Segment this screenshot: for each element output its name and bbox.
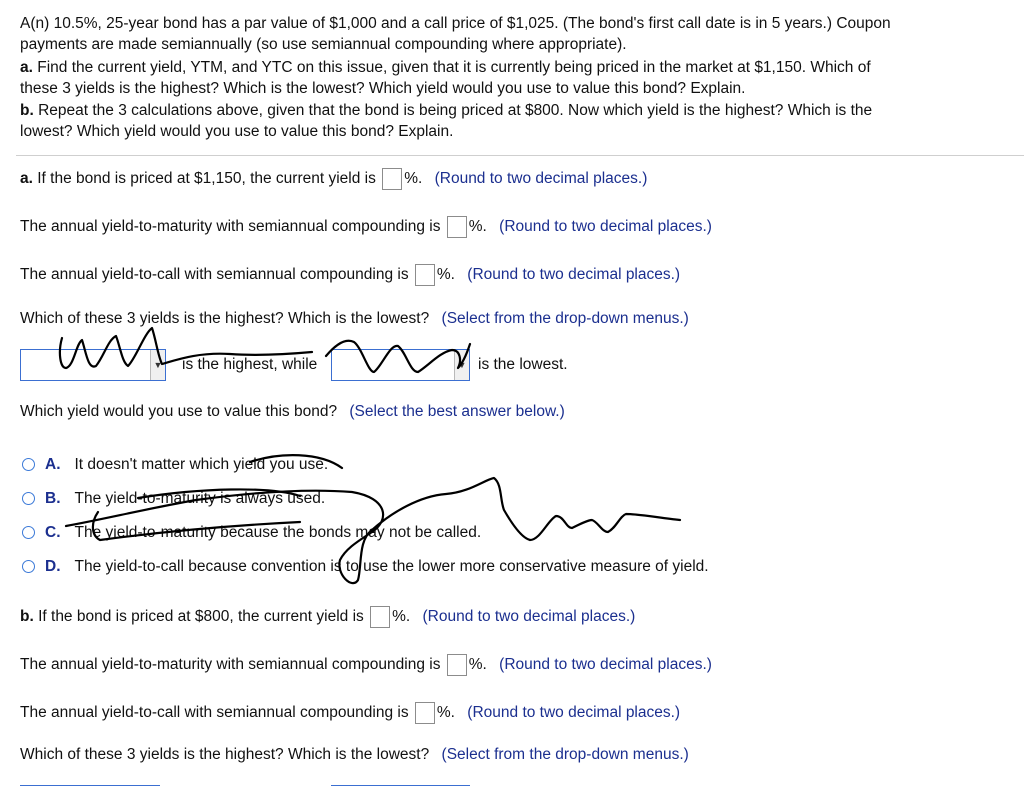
problem-line-1: A(n) 10.5%, 25-year bond has a par value of $1,000 and a call price of $1,025. (The bond's first call date is in 5 years.) Coupon bbox=[20, 15, 891, 32]
round-hint: (Round to two decimal places.) bbox=[434, 170, 648, 188]
a-which-row: Which of these 3 yields is the highest? Which is the lowest? (Select from the drop-down menus.) bbox=[20, 310, 689, 327]
a-highest-dropdown[interactable] bbox=[20, 349, 166, 381]
chevron-down-icon: ▼ bbox=[150, 350, 165, 380]
a-ytc-row: The annual yield-to-call with semiannual compounding is %. (Round to two decimal places.) bbox=[20, 264, 680, 286]
b-highest-dropdown[interactable] bbox=[20, 785, 160, 789]
radio-button[interactable] bbox=[22, 458, 35, 471]
b-ytc-row: The annual yield-to-call with semiannual compounding is %. (Round to two decimal places.) bbox=[20, 702, 680, 724]
round-hint: (Round to two decimal places.) bbox=[499, 218, 712, 236]
a-ytm-row: The annual yield-to-maturity with semiannual compounding is %. (Round to two decimal places.) bbox=[20, 216, 712, 238]
best-answer-hint: (Select the best answer below.) bbox=[349, 403, 565, 420]
problem-a-line-2: these 3 yields is the highest? Which is the lowest? Which yield would you use to value this bond? Explain. bbox=[20, 80, 746, 97]
round-hint: (Round to two decimal places.) bbox=[422, 608, 636, 626]
round-hint: (Round to two decimal places.) bbox=[467, 266, 681, 284]
b-ytc-input[interactable] bbox=[415, 702, 435, 724]
b-ytm-input[interactable] bbox=[447, 654, 467, 676]
round-hint: (Round to two decimal places.) bbox=[499, 656, 712, 674]
select-hint: (Select from the drop-down menus.) bbox=[441, 310, 689, 327]
a-ytm-input[interactable] bbox=[447, 216, 467, 238]
option-a[interactable]: A. It doesn't matter which yield you use. bbox=[22, 456, 328, 474]
lowest-label: is the lowest. bbox=[478, 356, 568, 373]
b-current-yield-row: b. If the bond is priced at $800, the current yield is %. (Round to two decimal places.) bbox=[20, 606, 635, 628]
a-current-yield-input[interactable] bbox=[382, 168, 402, 190]
b-lowest-dropdown[interactable] bbox=[331, 785, 470, 789]
problem-b-line-1: b. Repeat the 3 calculations above, given that the bond is being priced at $800. Now which yield is the highest? Which is the bbox=[20, 102, 873, 119]
radio-button[interactable] bbox=[22, 526, 35, 539]
a-lowest-dropdown[interactable] bbox=[331, 349, 470, 381]
option-c[interactable]: C. The yield-to-maturity because the bonds may not be called. bbox=[22, 524, 481, 542]
problem-line-2: payments are made semiannually (so use semiannual compounding where appropriate). bbox=[20, 36, 627, 53]
round-hint: (Round to two decimal places.) bbox=[467, 704, 681, 722]
divider bbox=[16, 155, 1024, 156]
highest-while-label: is the highest, while bbox=[182, 356, 318, 373]
a-ytc-input[interactable] bbox=[415, 264, 435, 286]
a-current-yield-row: a. If the bond is priced at $1,150, the current yield is %. (Round to two decimal places.) bbox=[20, 168, 647, 190]
problem-a-line-1: a. Find the current yield, YTM, and YTC on this issue, given that it is currently being priced in the market at $1,150. Which of bbox=[20, 59, 871, 76]
part-a-label: a. bbox=[20, 170, 33, 188]
option-d[interactable]: D. The yield-to-call because convention is to use the lower more conservative measure of yield. bbox=[22, 558, 709, 576]
b-ytm-row: The annual yield-to-maturity with semiannual compounding is %. (Round to two decimal places.) bbox=[20, 654, 712, 676]
select-hint: (Select from the drop-down menus.) bbox=[441, 746, 689, 763]
problem-b-line-2: lowest? Which yield would you use to value this bond? Explain. bbox=[20, 123, 454, 140]
radio-button[interactable] bbox=[22, 492, 35, 505]
b-which-row: Which of these 3 yields is the highest? Which is the lowest? (Select from the drop-down menus.) bbox=[20, 746, 689, 763]
radio-button[interactable] bbox=[22, 560, 35, 573]
chevron-down-icon: ▼ bbox=[454, 350, 469, 380]
option-b[interactable]: B. The yield-to-maturity is always used. bbox=[22, 490, 325, 508]
a-value-question-row: Which yield would you use to value this bond? (Select the best answer below.) bbox=[20, 403, 565, 420]
part-b-label: b. bbox=[20, 608, 34, 626]
b-current-yield-input[interactable] bbox=[370, 606, 390, 628]
